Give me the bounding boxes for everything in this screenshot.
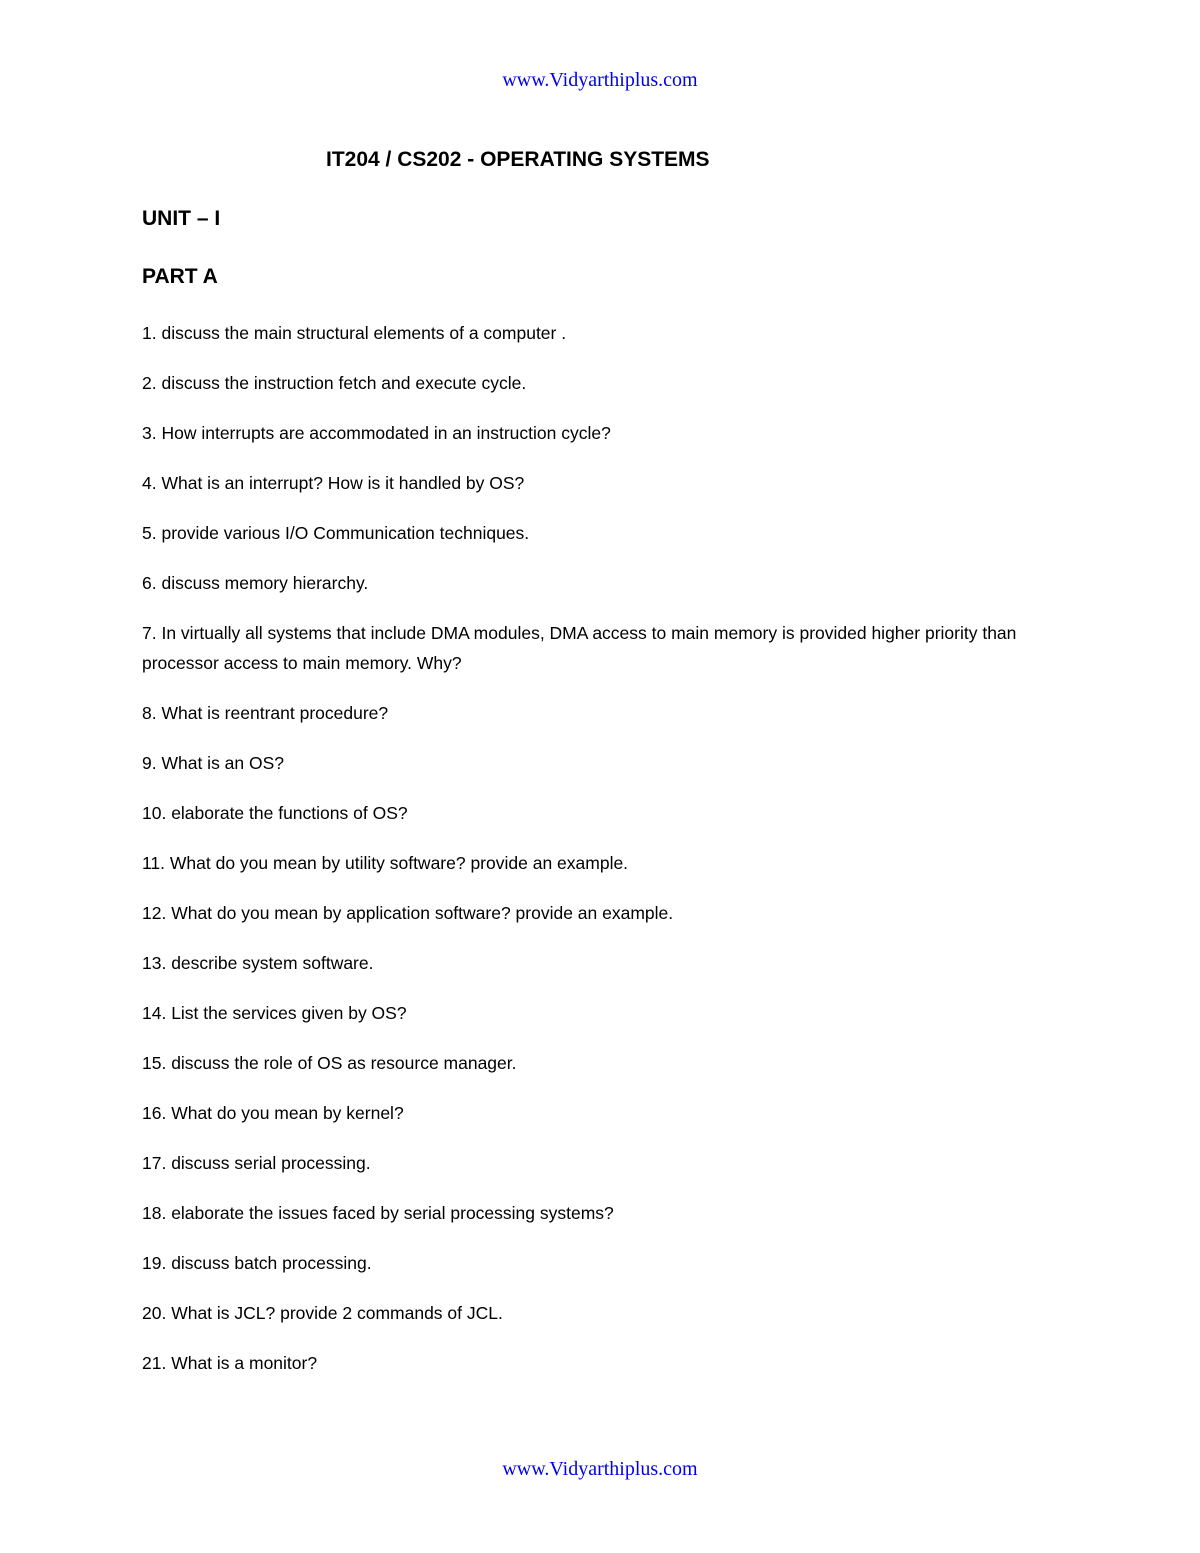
- question-number: 2.: [142, 373, 157, 393]
- question-item: [142, 848, 1042, 878]
- question-text: discuss the role of OS as resource manager.: [166, 1053, 517, 1073]
- question-item: [142, 1148, 1042, 1178]
- question-text: describe system software.: [166, 953, 374, 973]
- document-title: IT204 / CS202 - OPERATING SYSTEMS: [326, 148, 710, 171]
- question-item: [142, 1298, 1042, 1328]
- footer-site-link[interactable]: www.Vidyarthiplus.com: [502, 1458, 698, 1480]
- question-number: 10.: [142, 803, 167, 823]
- question-number: 8.: [142, 703, 157, 723]
- question-number: 12.: [142, 903, 167, 923]
- question-item: [142, 518, 1042, 548]
- question-item: [142, 418, 1042, 448]
- part-heading: PART A: [142, 265, 218, 288]
- question-item: [142, 748, 1042, 778]
- question-text: elaborate the issues faced by serial processing systems?: [166, 1203, 614, 1223]
- question-number: 19.: [142, 1253, 167, 1273]
- question-text: What is an OS?: [156, 753, 285, 773]
- question-number: 4.: [142, 473, 157, 493]
- question-text: What is reentrant procedure?: [156, 703, 389, 723]
- unit-heading: UNIT – I: [142, 207, 221, 230]
- question-text: discuss batch processing.: [166, 1253, 372, 1273]
- question-text: What do you mean by utility software? provide an example.: [165, 853, 629, 873]
- question-item: [142, 1098, 1042, 1128]
- question-number: 7.: [142, 623, 157, 643]
- question-item: [142, 318, 1042, 348]
- question-item: [142, 568, 1042, 598]
- question-number: 3.: [142, 423, 157, 443]
- question-item: [142, 898, 1042, 928]
- question-number: 20.: [142, 1303, 167, 1323]
- question-text: What do you mean by kernel?: [166, 1103, 404, 1123]
- question-item: [142, 1048, 1042, 1078]
- question-number: 16.: [142, 1103, 167, 1123]
- question-item: [142, 618, 1042, 678]
- question-text: discuss serial processing.: [166, 1153, 371, 1173]
- question-number: 17.: [142, 1153, 167, 1173]
- question-list: [142, 318, 1042, 1398]
- question-item: [142, 468, 1042, 498]
- question-number: 6.: [142, 573, 157, 593]
- question-text: What is an interrupt? How is it handled by OS?: [156, 473, 525, 493]
- question-number: 18.: [142, 1203, 167, 1223]
- question-text: discuss the main structural elements of a computer .: [156, 323, 567, 343]
- question-number: 1.: [142, 323, 157, 343]
- question-text: discuss memory hierarchy.: [156, 573, 369, 593]
- question-text: What do you mean by application software? provide an example.: [166, 903, 674, 923]
- question-item: [142, 948, 1042, 978]
- question-item: [142, 368, 1042, 398]
- question-item: [142, 1348, 1042, 1378]
- question-text: provide various I/O Communication techniques.: [156, 523, 530, 543]
- question-text: List the services given by OS?: [166, 1003, 407, 1023]
- question-item: [142, 1248, 1042, 1278]
- question-number: 15.: [142, 1053, 167, 1073]
- question-number: 21.: [142, 1353, 167, 1373]
- question-number: 11.: [142, 853, 166, 873]
- question-number: 9.: [142, 753, 157, 773]
- question-text: discuss the instruction fetch and execute cycle.: [156, 373, 527, 393]
- question-number: 14.: [142, 1003, 167, 1023]
- question-number: 13.: [142, 953, 167, 973]
- question-number: 5.: [142, 523, 157, 543]
- question-text: How interrupts are accommodated in an instruction cycle?: [156, 423, 611, 443]
- question-item: [142, 998, 1042, 1028]
- question-item: [142, 698, 1042, 728]
- question-text: What is JCL? provide 2 commands of JCL.: [166, 1303, 503, 1323]
- question-item: [142, 1198, 1042, 1228]
- header-site-link[interactable]: www.Vidyarthiplus.com: [502, 69, 698, 91]
- question-text: elaborate the functions of OS?: [166, 803, 408, 823]
- question-text: In virtually all systems that include DMA modules, DMA access to main memory is provided higher priority than processor access to main memory. Why?: [142, 623, 1017, 673]
- question-item: [142, 798, 1042, 828]
- question-text: What is a monitor?: [166, 1353, 318, 1373]
